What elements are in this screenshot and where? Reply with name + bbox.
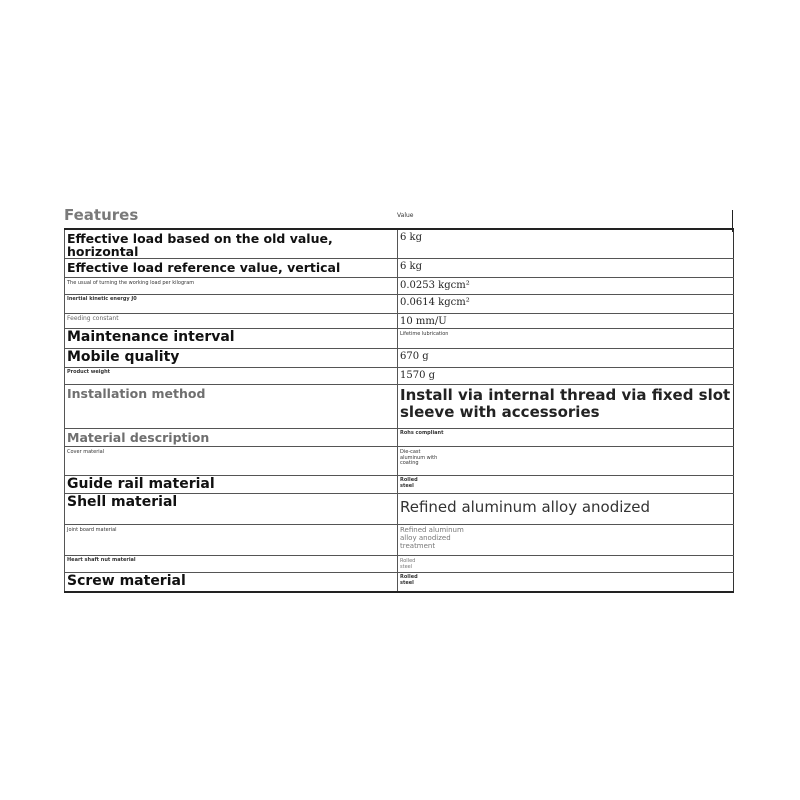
row-value: Rolled steel — [398, 556, 734, 573]
spec-table-wrapper — [64, 206, 733, 593]
row-key: Effective load reference value, vertical — [65, 259, 398, 278]
row-key: Guide rail material — [65, 476, 398, 494]
table-row — [65, 494, 734, 525]
row-value: 670 g — [398, 349, 734, 368]
row-key: Effective load based on the old value, horizontal — [65, 229, 398, 259]
table-row — [65, 368, 734, 385]
row-value: 0.0614 kgcm² — [398, 295, 734, 314]
row-value: 10 mm/U — [398, 314, 734, 329]
row-value: Die-cast aluminum with coating — [398, 447, 734, 476]
row-key: Inertial kinetic energy J0 — [65, 295, 398, 314]
table-row — [65, 314, 734, 329]
row-key: Material description — [65, 429, 398, 447]
row-key: The usual of turning the working load per kilogram — [65, 278, 398, 295]
row-value: 6 kg — [398, 259, 734, 278]
spec-table — [64, 228, 734, 593]
table-row — [65, 259, 734, 278]
table-row — [65, 385, 734, 429]
row-key: Installation method — [65, 385, 398, 429]
features-header: Features — [64, 206, 139, 224]
table-row — [65, 476, 734, 494]
table-row — [65, 573, 734, 592]
table-row — [65, 229, 734, 259]
table-row — [65, 556, 734, 573]
row-value: 0.0253 kgcm² — [398, 278, 734, 295]
row-key: Heart shaft nut material — [65, 556, 398, 573]
table-header — [64, 206, 733, 228]
row-value: 6 kg — [398, 229, 734, 259]
row-key: Shell material — [65, 494, 398, 525]
row-value: Refined aluminum alloy anodized — [398, 494, 734, 525]
row-value: Rolled steel — [398, 476, 734, 494]
row-key: Screw material — [65, 573, 398, 592]
table-row — [65, 447, 734, 476]
row-key: Maintenance interval — [65, 329, 398, 349]
table-row — [65, 525, 734, 556]
row-value: Rolled steel — [398, 573, 734, 592]
row-key: Mobile quality — [65, 349, 398, 368]
row-value: Rohs compliant — [398, 429, 734, 447]
table-row — [65, 278, 734, 295]
table-row — [65, 349, 734, 368]
row-value: Install via internal thread via fixed slot sleeve with accessories — [398, 385, 734, 429]
row-key: Cover material — [65, 447, 398, 476]
table-row — [65, 295, 734, 314]
table-row — [65, 329, 734, 349]
table-row — [65, 429, 734, 447]
row-key: Feeding constant — [65, 314, 398, 329]
value-header: Value — [397, 212, 414, 219]
row-value: Lifetime lubrication — [398, 329, 734, 349]
row-key: Joint board material — [65, 525, 398, 556]
row-key: Product weight — [65, 368, 398, 385]
row-value: 1570 g — [398, 368, 734, 385]
row-value: Refined aluminum alloy anodized treatment — [398, 525, 734, 556]
header-divider — [732, 210, 733, 232]
